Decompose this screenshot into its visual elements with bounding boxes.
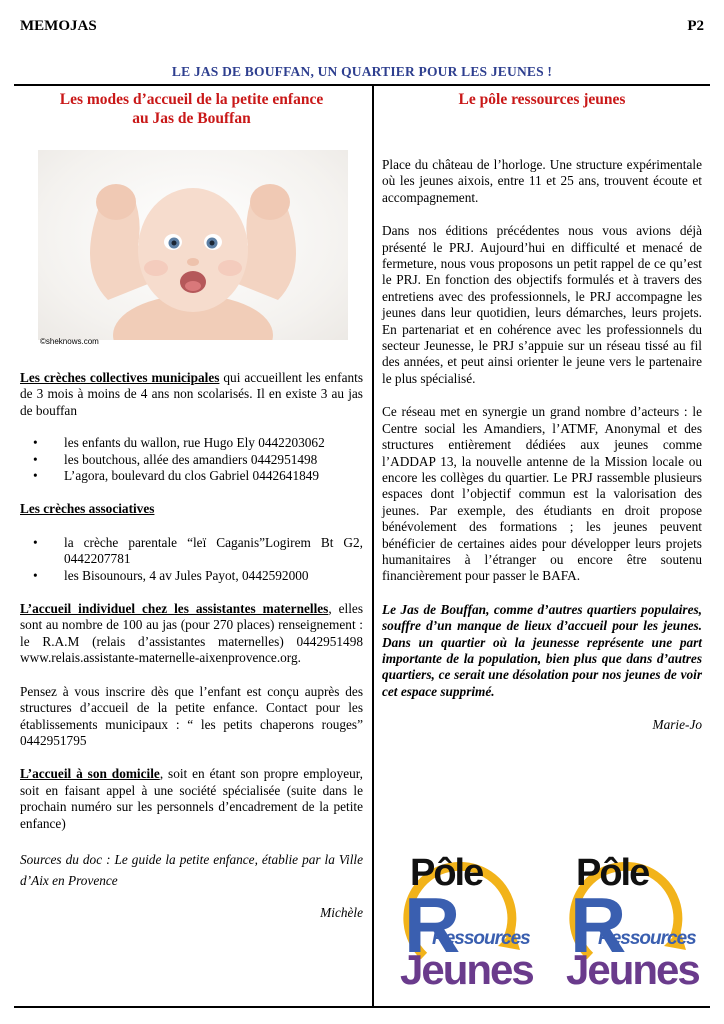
- top-rule: [14, 84, 710, 86]
- domicile-text: , soit en étant son propre employeur, soit en faisant appel à une société spécialisée (suite dans le prochain numéro sur les personnels d’encadrement de la petite enfance): [20, 766, 364, 831]
- page-banner: LE JAS DE BOUFFAN, UN QUARTIER POUR LES JEUNES !: [171, 64, 553, 79]
- pensez-paragraph: Pensez à vous inscrire dès que l’enfant est conçu auprès des structures d’accueil de la petite enfance. Contact pour les établissements municipaux : “ les petits chaperons rouges” 0442951795: [20, 683, 363, 748]
- logo-big-r: R: [570, 881, 627, 969]
- assoc-heading: Les crèches associatives: [20, 501, 155, 517]
- page-number: P2: [687, 18, 704, 34]
- logo-word-jeunes: Jeunes: [400, 946, 533, 993]
- right-paragraph-4: Le Jas de Bouffan, comme d’autres quartiers populaires, souffre d’un manque de lieux d’accueil pour les jeunes. Dans un quartier où la jeunesse représente une part importante de la population, bien plus que dans d’autres quartiers, ce serait une désolation pour nos jeunes de voir cet espace supprimé.: [382, 601, 702, 699]
- assoc-paragraph: [20, 501, 363, 517]
- column-divider: [372, 84, 374, 1008]
- logo-word-pole: Pôle: [576, 852, 649, 894]
- assmat-paragraph: [20, 601, 363, 667]
- prj-logo-right: [552, 838, 702, 994]
- list-item: • les Bisounours, 4 av Jules Payot, 0442592000: [20, 568, 363, 584]
- right-paragraph-2: Dans nos éditions précédentes nous vous avions déjà présenté le PRJ. Aujourd’hui en difficulté et menacé de fermeture, nous vous proposons un petit rappel de ce qu’est le PRJ. En fonction des objectifs formulés et à travers des entretiens avec des professionnels, le PRJ accompagne les jeunes dans leur quotidien, leurs démarches, leurs projets. En partenariat et en cohérence avec les professionnels du secteur Jeunesse, le PRJ s’appuie sur un réseau tissé au fil des années, et peut ainsi orienter le jeune vers le partenaire le plus spécialisé.: [382, 223, 702, 386]
- right-paragraph-1: Place du château de l’horloge. Une structure expérimentale où les jeunes aixois, entre 11 et 25 ans, trouvent écoute et accompagnement.: [382, 157, 702, 205]
- logo-big-r: R: [404, 881, 461, 969]
- creches-text: qui accueillent les enfants de 3 mois à moins de 4 ans non scolarisés. Il en existe 3 au jas de bouffan: [20, 370, 364, 418]
- creches-heading: Les crèches collectives municipales: [20, 370, 220, 385]
- list-item: • les enfants du wallon, rue Hugo Ely 0442203062: [20, 435, 363, 451]
- assmat-heading: L’accueil individuel chez les assistantes maternelles: [20, 601, 329, 617]
- right-section-title: Le pôle ressources jeunes: [458, 91, 626, 108]
- sources-note: Sources du doc : Le guide la petite enfance, établie par la Ville d’Aix en Provence: [20, 851, 363, 888]
- domicile-heading: L’accueil à son domicile: [20, 766, 160, 782]
- left-column: [20, 90, 363, 921]
- list-item: • la crèche parentale “leï Caganis”Logirem Bt G2, 0442207781: [20, 535, 363, 568]
- domicile-paragraph: [20, 766, 363, 832]
- logo-word-jeunes: Jeunes: [566, 946, 699, 993]
- bottom-rule: [14, 1006, 710, 1008]
- right-signature: Marie-Jo: [652, 717, 702, 733]
- baby-illustration: [38, 150, 348, 340]
- logo-word-pole: Pôle: [410, 852, 483, 894]
- assmat-text: , elles sont au nombre de 100 au jas (pour 270 places) renseignement : le R.A.M (relais d’assistantes maternelles) 0442951498 www.relais.assistante-maternelle-aixenprovence.org.: [20, 601, 363, 666]
- logo-word-ressources: Ressources: [432, 928, 530, 949]
- left-section-title: [20, 90, 363, 128]
- list-item: • L’agora, boulevard du clos Gabriel 0442641849: [20, 468, 363, 484]
- creches-list: [20, 435, 363, 484]
- newsletter-name: MEMOJAS: [20, 18, 97, 34]
- assoc-list: [20, 535, 363, 584]
- photo-credit: ©sheknows.com: [40, 336, 99, 346]
- left-signature: Michèle: [320, 904, 363, 920]
- prj-logo-left: [386, 838, 536, 994]
- creches-paragraph: [20, 370, 363, 419]
- right-column: [382, 90, 702, 734]
- right-paragraph-3: Ce réseau met en synergie un grand nombre d’acteurs : le Centre social les Amandiers, l’ATMF, Anonymal et des structures entièrement dédiées aux jeunes comme l’ADDAP 13, la nouvelle antenne de la Mission locale ou encore les collèges du quartier. Le PRJ rassemble plusieurs espaces dont l’objectif commun est la valorisation des jeunes. Par exemple, des étudiants en droit propose bénévolement des formations ; les jeunes peuvent bénéficier de certaines aides pour développer leurs projets humanitaires à l’étranger ou encore être soutenu financièrement pour passer le BAFA.: [382, 404, 702, 584]
- baby-photo: [38, 150, 348, 346]
- list-item: • les boutchous, allée des amandiers 0442951498: [20, 452, 363, 468]
- left-title-line1: Les modes d’accueil de la petite enfance: [59, 91, 324, 108]
- left-title-line2: au Jas de Bouffan: [132, 110, 251, 127]
- logo-word-ressources: Ressources: [598, 928, 696, 949]
